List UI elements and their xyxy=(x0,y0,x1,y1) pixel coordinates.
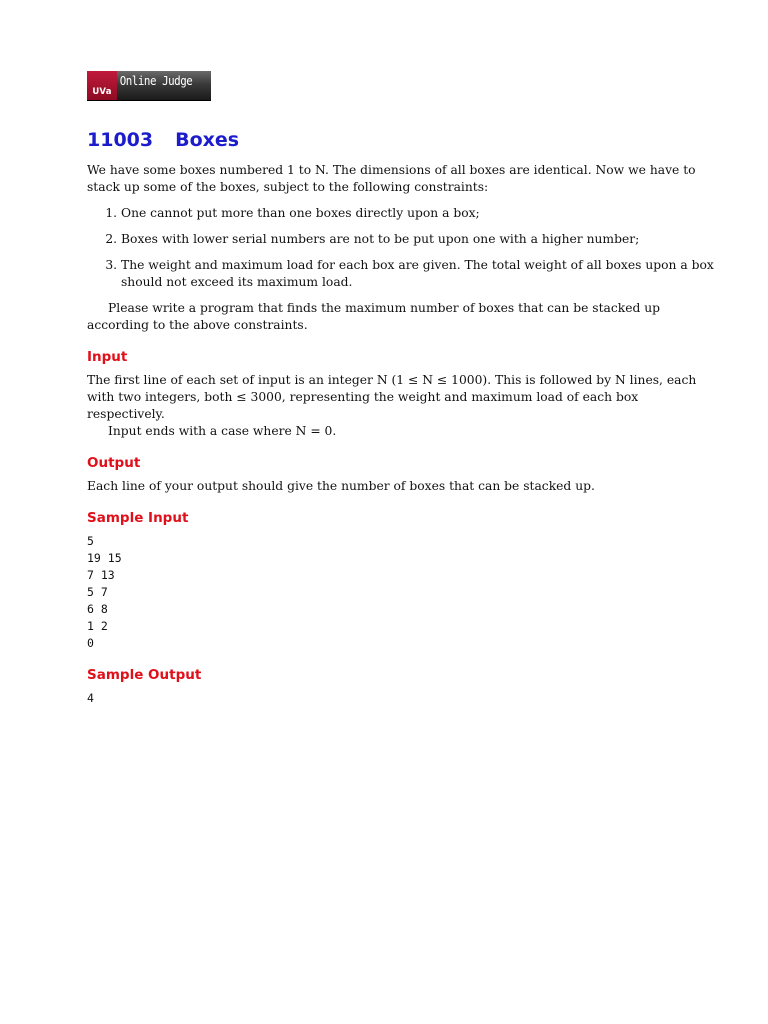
problem-title xyxy=(87,128,717,152)
sample-input-line: 7 13 xyxy=(87,568,115,582)
constraint-item: 3. The weight and maximum load for each box are given. The total weight of all boxes upon a box should not exceed its maximum load. xyxy=(121,257,717,291)
problem-number: 11003 xyxy=(87,129,154,151)
sample-output-heading: Sample Output xyxy=(87,667,202,683)
sample-input-line: 0 xyxy=(87,636,94,650)
intro-paragraph: We have some boxes numbered 1 to N. The dimensions of all boxes are identical. Now we have to stack up some of the boxes, subject to the following constraints: xyxy=(87,163,696,194)
sample-output-block xyxy=(87,690,717,707)
problem-page xyxy=(87,71,717,707)
problem-name: Boxes xyxy=(175,129,240,151)
input-description: The first line of each set of input is an integer N (1 ≤ N ≤ 1000). This is followed by N lines, each with two integers, both ≤ 3000, representing the weight and maximum load of each box respectively. xyxy=(87,373,697,421)
constraints-list xyxy=(87,205,717,291)
uva-online-judge-logo xyxy=(87,71,211,101)
logo-text: Online Judge xyxy=(119,74,193,88)
sample-input-line: 6 8 xyxy=(87,602,108,616)
sample-input-heading: Sample Input xyxy=(87,510,189,526)
sample-output-line: 4 xyxy=(87,691,94,705)
input-heading: Input xyxy=(87,349,128,365)
constraint-item: 2. Boxes with lower serial numbers are not to be put upon one with a higher number; xyxy=(121,231,717,248)
input-end-note: Input ends with a case where N = 0. xyxy=(108,424,337,438)
uva-badge: UVa xyxy=(87,71,117,100)
sample-input-line: 5 7 xyxy=(87,585,108,599)
sample-input-line: 5 xyxy=(87,534,94,548)
task-paragraph: Please write a program that finds the maximum number of boxes that can be stacked up according to the above constraints. xyxy=(87,301,661,332)
output-heading: Output xyxy=(87,455,141,471)
constraint-item: 1. One cannot put more than one boxes directly upon a box; xyxy=(121,205,717,222)
output-description: Each line of your output should give the number of boxes that can be stacked up. xyxy=(87,479,595,493)
sample-input-block xyxy=(87,533,717,652)
sample-input-line: 19 15 xyxy=(87,551,122,565)
sample-input-line: 1 2 xyxy=(87,619,108,633)
